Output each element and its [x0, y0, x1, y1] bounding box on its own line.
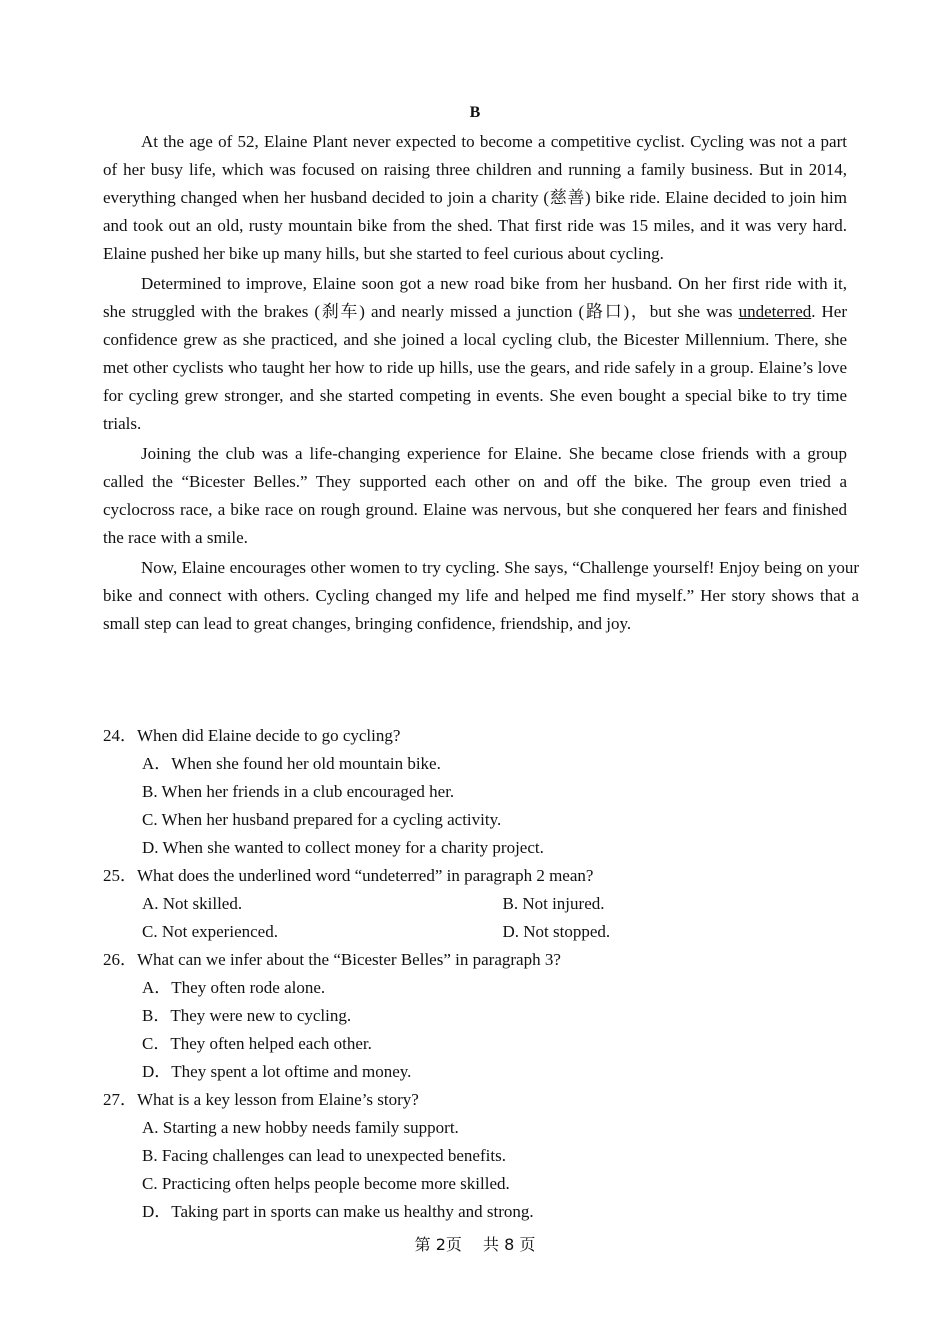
option-row [142, 890, 863, 918]
option-a: A．When she found her old mountain bike. [142, 754, 441, 773]
paragraph-4: Now, Elaine encourages other women to try cycling. She says, “Challenge yourself! Enjoy being on your bike and connect with others. Cycling changed my life and helped me find myself.” Her story shows that a small step can lead to great changes, bringing confidence, friendship, and joy. [103, 558, 859, 633]
paragraph-1: At the age of 52, Elaine Plant never expected to become a competitive cyclist. Cycling was not a part of her busy life, which was focused on raising three children and running a family business. But in 2014, everything changed when her husband decided to join a charity (慈善) bike ride. Elaine decided to join him and took out an old, rusty mountain bike from the shed. That first ride was 15 miles, and it was very hard. Elaine pushed her bike up many hills, but she started to feel curious about cycling. [103, 132, 847, 263]
option-c: C. When her husband prepared for a cycling activity. [142, 810, 502, 829]
option-b: B. Not injured. [502, 894, 605, 913]
question-24 [103, 722, 863, 862]
option-d: D. Not stopped. [502, 922, 611, 941]
paragraph-3: Joining the club was a life-changing experience for Elaine. She became close friends with a group called the “Bicester Belles.” They supported each other on and off the bike. The group even tried a cyclocross race, a bike race on rough ground. Elaine was nervous, but she conquered her fears and finished the race with a smile. [103, 444, 847, 547]
option-c: C．They often helped each other. [142, 1034, 372, 1053]
question-stem: 25．What does the underlined word “undeterred” in paragraph 2 mean? [103, 866, 594, 885]
option-d: D．Taking part in sports can make us healthy and strong. [142, 1202, 534, 1221]
question-26 [103, 946, 863, 1086]
option-row [142, 918, 863, 946]
reading-passage [103, 128, 859, 640]
section-title: B [469, 104, 481, 121]
option-d: D．They spent a lot oftime and money. [142, 1062, 412, 1081]
question-27 [103, 1086, 863, 1226]
option-b: B. Facing challenges can lead to unexpected benefits. [142, 1146, 506, 1165]
question-stem: 27．What is a key lesson from Elaine’s story? [103, 1090, 419, 1109]
paragraph-2-end: . Her confidence grew as she practiced, and she joined a local cycling club, the Bicester Millennium. There, she met other cyclists who taught her how to ride up hills, use the gears, and ride safely in a group. Elaine’s love for cycling grew stronger, and she started competing in events. She even bought a special bike to try time trials. [103, 302, 847, 433]
option-a: A. Not skilled. [142, 894, 243, 913]
paragraph-2 [103, 270, 847, 438]
option-c: C. Practicing often helps people become more skilled. [142, 1174, 510, 1193]
question-25 [103, 862, 863, 946]
option-d: D. When she wanted to collect money for a charity project. [142, 838, 544, 857]
option-a: A．They often rode alone. [142, 978, 326, 997]
question-stem: 26．What can we infer about the “Bicester Belles” in paragraph 3? [103, 950, 561, 969]
option-a: A. Starting a new hobby needs family support. [142, 1118, 459, 1137]
option-b: B. When her friends in a club encouraged her. [142, 782, 455, 801]
question-list [103, 722, 863, 1226]
page-number: 第 2页 共 8 页 [414, 1235, 536, 1254]
question-stem: 24．When did Elaine decide to go cycling? [103, 726, 401, 745]
option-c: C. Not experienced. [142, 922, 278, 941]
underlined-word: undeterred [738, 302, 812, 321]
option-b: B．They were new to cycling. [142, 1006, 352, 1025]
paragraph-2-start: Determined to improve, Elaine soon got a new road bike from her husband. On her first ride with it, she struggled with the brakes (刹车) and nearly missed a junction (路口)，but she was [103, 274, 847, 321]
